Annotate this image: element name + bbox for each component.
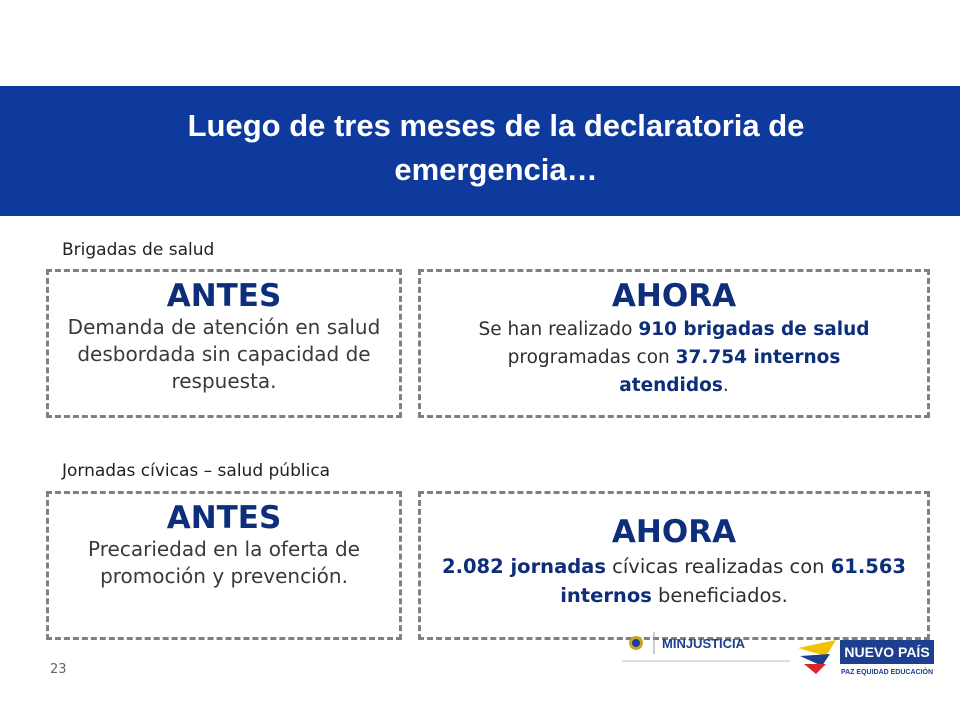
slide-title: Luego de tres meses de la declaratoria de emergencia… bbox=[187, 108, 805, 187]
ahora-text-part: . bbox=[722, 375, 729, 396]
minjusticia-logo bbox=[622, 628, 790, 664]
antes-text: Demanda de atención en salud desbordada sin capacidad de respuesta. bbox=[67, 315, 381, 393]
ahora-text bbox=[421, 314, 927, 400]
section-label-jornadas: Jornadas cívicas – salud pública bbox=[62, 461, 331, 481]
nuevo-pais-logo bbox=[796, 626, 936, 680]
ahora-text-part: beneficiados. bbox=[651, 584, 788, 607]
ahora-highlight-internos: 61.563 internos bbox=[560, 555, 906, 607]
antes-heading: ANTES bbox=[166, 278, 282, 314]
antes-text: Precariedad en la oferta de promoción y prevención. bbox=[88, 537, 360, 588]
ahora-box-jornadas bbox=[418, 491, 930, 640]
ahora-highlight-internos: 37.754 internos atendidos bbox=[619, 347, 841, 396]
page-number: 23 bbox=[50, 662, 67, 677]
antes-box-brigadas bbox=[46, 269, 402, 418]
ahora-text-part: Se han realizado bbox=[478, 319, 639, 340]
ahora-heading: AHORA bbox=[611, 514, 737, 550]
ahora-text-part: cívicas realizadas con bbox=[605, 555, 831, 578]
ahora-box-brigadas bbox=[418, 269, 930, 418]
logo-right-tagline: PAZ EQUIDAD EDUCACIÓN bbox=[840, 669, 934, 676]
antes-heading: ANTES bbox=[166, 500, 282, 536]
logo-right-text: NUEVO PAÍS bbox=[844, 644, 930, 660]
ahora-highlight-brigadas: 910 brigadas de salud bbox=[638, 319, 870, 340]
ahora-text-part: programadas con bbox=[507, 347, 676, 368]
ahora-heading: AHORA bbox=[611, 278, 737, 314]
ahora-highlight-jornadas: 2.082 jornadas bbox=[442, 555, 606, 578]
section-label-brigadas: Brigadas de salud bbox=[62, 240, 215, 260]
logo-left-text: MINJUSTICIA bbox=[662, 636, 746, 651]
ahora-text bbox=[421, 550, 927, 610]
antes-box-jornadas bbox=[46, 491, 402, 640]
